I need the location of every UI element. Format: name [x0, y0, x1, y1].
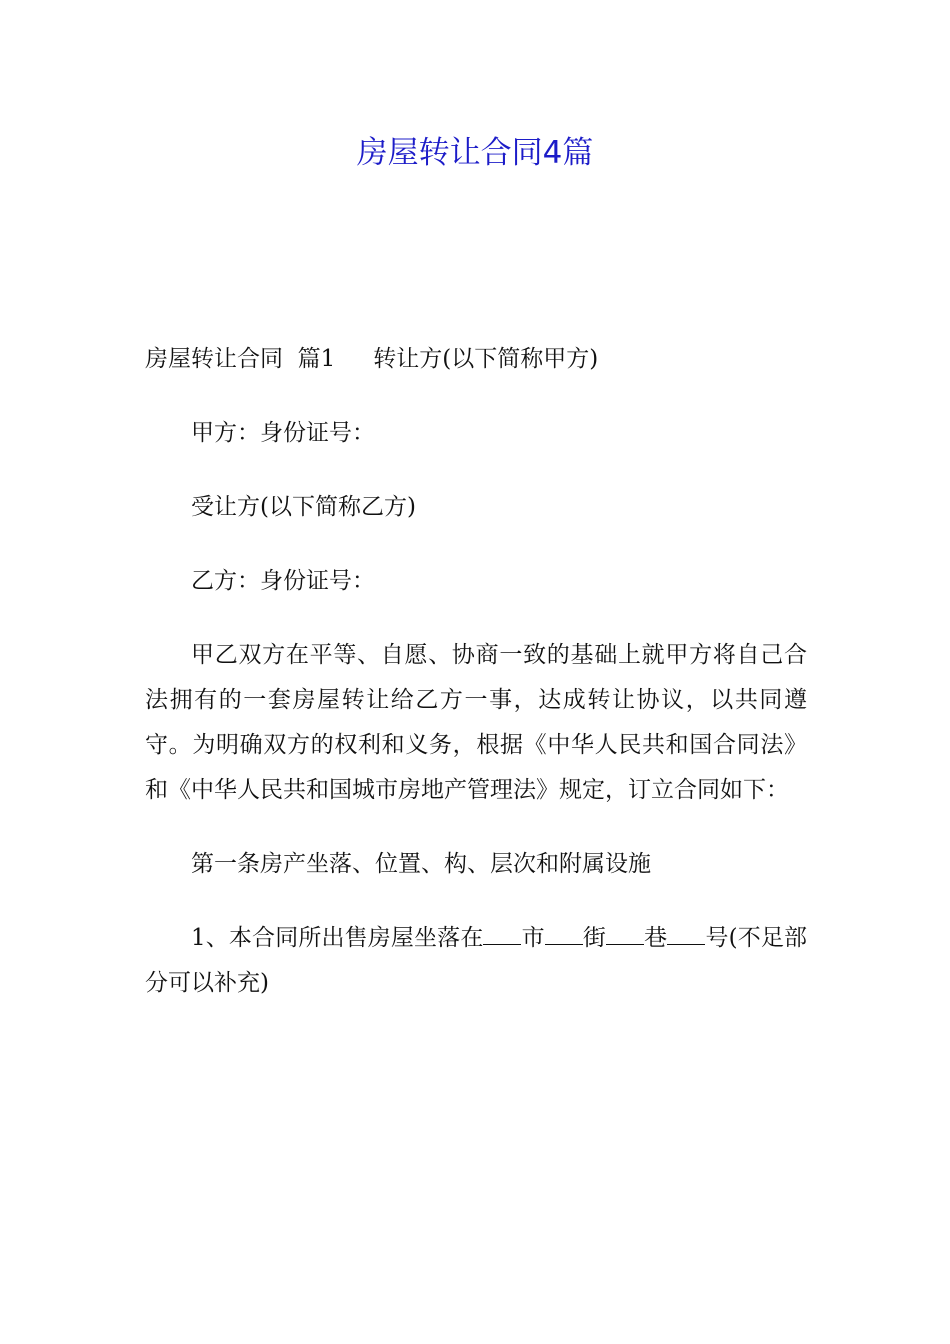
clause-1-street: 街: [582, 925, 607, 951]
party-a-line: 甲方：身份证号：: [191, 420, 375, 446]
clause-1-lane: 巷: [644, 925, 668, 951]
transferor-label: 转让方(以下简称甲方): [373, 346, 599, 372]
article-1-heading: 第一条房产坐落、位置、构、层次和附属设施: [191, 851, 651, 877]
blank-city: [483, 922, 521, 945]
blank-number: [667, 922, 705, 945]
document-body: [145, 337, 807, 1035]
document-title: 房屋转让合同4篇: [356, 135, 594, 171]
section-heading-line: [145, 337, 807, 382]
clause-1-number: 号(不足部分可以补充): [145, 925, 807, 996]
blank-lane: [606, 922, 644, 945]
clause-1-prefix: 1、本合同所出售房屋坐落在: [191, 925, 484, 951]
clause-1-paragraph: [145, 916, 807, 1006]
blank-street: [545, 922, 583, 945]
section-heading: 房屋转让合同 篇1: [145, 346, 336, 372]
preamble-paragraph: 甲乙双方在平等、自愿、协商一致的基础上就甲方将自己合法拥有的一套房屋转让给乙方一事，达成转让协议，以共同遵守。为明确双方的权利和义务，根据《中华人民共和国合同法》和《中华人民共和国城市房地产管理法》规定，订立合同如下：: [145, 642, 807, 803]
transferee-line: 受让方(以下简称乙方): [191, 494, 416, 520]
clause-1-city: 市: [521, 925, 545, 951]
party-b-line: 乙方：身份证号：: [191, 568, 375, 594]
